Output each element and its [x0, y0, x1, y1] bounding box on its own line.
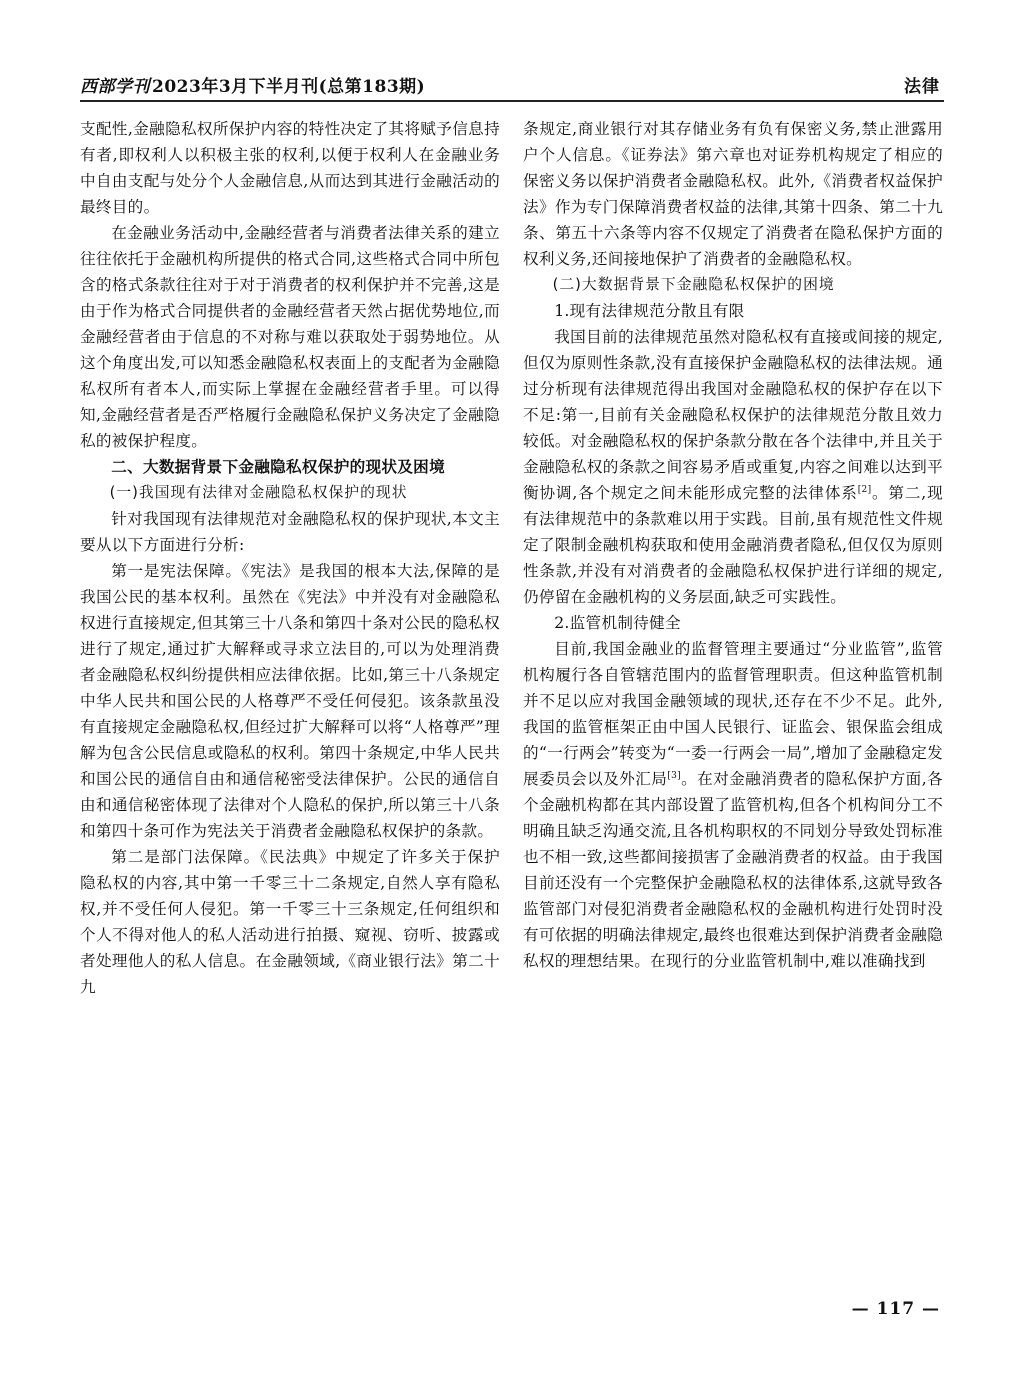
citation-ref: [2]: [857, 484, 872, 495]
paragraph: 第一是宪法保障。《宪法》是我国的根本大法,保障的是我国公民的基本权利。虽然在《宪法》中并没有对金融隐私权进行直接规定,但其第三十八条和第四十条对公民的隐私权进行了规定,通过扩大解释或寻求立法目的,可以为处理消费者金融隐私权纠纷提供相应法律依据。比如,第三十八条规定中华人民共和国公民的人格尊严不受任何侵犯。该条款虽没有直接规定金融隐私权,但经过扩大解释可以将“人格尊严”理解为包含公民信息或隐私的权利。第四十条规定,中华人民共和国公民的通信自由和通信秘密受法律保护。公民的通信自由和通信秘密体现了法律对个人隐私的保护,所以第三十八条和第四十条可作为宪法关于消费者金融隐私权保护的条款。: [80, 562, 500, 840]
paragraph: 在金融业务活动中,金融经营者与消费者法律关系的建立往往依托于金融机构所提供的格式合同,这些格式合同中所包含的格式条款往往对于对于消费者的权利保护并不完善,这是由于作为格式合同提供者的金融经营者天然占据优势地位,而金融经营者由于信息的不对称与难以获取处于弱势地位。从这个角度出发,可以知悉金融隐私权表面上的支配者为金融隐私权所有者本人,而实际上掌握在金融经营者手里。可以得知,金融经营者是否严格履行金融隐私保护义务决定了金融隐私的被保护程度。: [80, 224, 500, 450]
citation-ref: [3]: [667, 770, 681, 781]
paragraph-text: 。在对金融消费者的隐私保护方面,各个金融机构都在其内部设置了监管机构,但各个机构间分工不明确且缺乏沟通交流,且各机构职权的不同划分导致处罚标准也不相一致,这些都间接损害了金融消费者的权益。由于我国目前还没有一个完整保护金融隐私权的法律体系,这就导致各监管部门对侵犯消费者金融隐私权的金融机构进行处罚时没有可依据的明确法律规定,最终也很难达到保护消费者金融隐私权的理想结果。在现行的分业监管机制中,难以准确找到: [523, 770, 943, 970]
subsubsection-heading: 2.监管机制待健全: [554, 614, 681, 632]
issue-info: 2023年3月下半月刊(总第183期): [152, 77, 426, 97]
paragraph-text: 。第二,现有法律规范中的条款难以用于实践。目前,虽有规范性文件规定了限制金融机构获取和使用金融消费者隐私,但仅仅为原则性条款,并没有对消费者的金融隐私权保护进行详细的规定,仍停留在金融机构的义务层面,缺乏可实践性。: [523, 484, 943, 606]
subsubsection-heading: 1.现有法律规范分散且有限: [554, 302, 745, 320]
paragraph: 条规定,商业银行对其存储业务有负有保密义务,禁止泄露用户个人信息。《证券法》第六章也对证券机构规定了相应的保密义务以保护消费者金融隐私权。此外,《消费者权益保护法》作为专门保障消费者权益的法律,其第十四条、第二十九条、第五十六条等内容不仅规定了消费者在隐私保护方面的权利义务,还间接地保护了消费者的金融隐私权。: [523, 120, 943, 268]
section-name: 法律: [904, 77, 940, 97]
running-header: [80, 72, 944, 102]
page-number: — 117 —: [851, 1299, 940, 1319]
subsection-heading: (二)大数据背景下金融隐私权保护的困境: [552, 276, 835, 293]
subsection-heading: (一)我国现有法律对金融隐私权保护的现状: [109, 484, 408, 501]
paragraph: [523, 636, 943, 974]
journal-logo: 西部学刊: [80, 77, 150, 97]
paragraph: 支配性,金融隐私权所保护内容的特性决定了其将赋予信息持有者,即权利人以积极主张的权利,以便于权利人在金融业务中自由支配与处分个人金融信息,从而达到其进行金融活动的最终目的。: [80, 120, 500, 216]
right-column: [523, 116, 943, 974]
paragraph: 针对我国现有法律规范对金融隐私权的保护现状,本文主要从以下方面进行分析:: [80, 510, 500, 554]
paragraph: [523, 324, 943, 610]
journal-masthead: [80, 72, 425, 97]
paragraph-text: 目前,我国金融业的监督管理主要通过“分业监管”,监管机构履行各自管辖范围内的监督管理职责。但这种监管机制并不足以应对我国金融领域的现状,还存在不少不足。此外,我国的监管框架正由中国人民银行、证监会、银保监会组成的“一行两会”转变为“一委一行两会一局”,增加了金融稳定发展委员会以及外汇局: [523, 640, 943, 788]
paragraph-text: 我国目前的法律规范虽然对隐私权有直接或间接的规定,但仅为原则性条款,没有直接保护金融隐私权的法律法规。通过分析现有法律规范得出我国对金融隐私权的保护存在以下不足:第一,目前有关金融隐私权保护的法律规范分散且效力较低。对金融隐私权的保护条款分散在各个法律中,并且关于金融隐私权的条款之间容易矛盾或重复,内容之间难以达到平衡协调,各个规定之间未能形成完整的法律体系: [523, 328, 943, 502]
paragraph: 第二是部门法保障。《民法典》中规定了许多关于保护隐私权的内容,其中第一千零三十二条规定,自然人享有隐私权,并不受任何人侵犯。第一千零三十三条规定,任何组织和个人不得对他人的私人活动进行拍摄、窥视、窃听、披露或者处理他人的私人信息。在金融领域,《商业银行法》第二十九: [80, 848, 500, 996]
left-column: [80, 116, 500, 1000]
section-heading: 二、大数据背景下金融隐私权保护的现状及困境: [111, 458, 445, 476]
